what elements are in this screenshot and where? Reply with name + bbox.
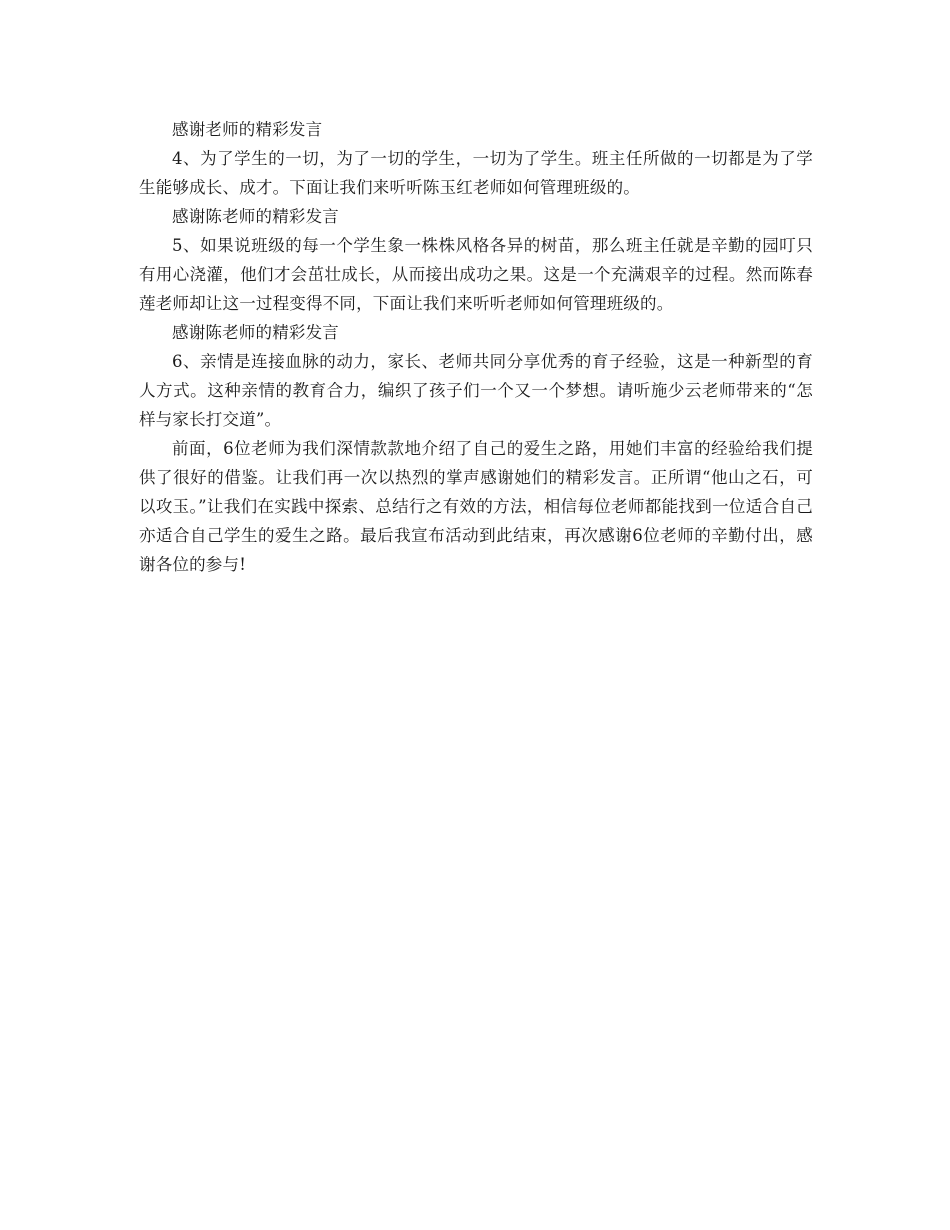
paragraph-item-6: 6、亲情是连接血脉的动力，家长、老师共同分享优秀的育子经验，这是一种新型的育人方式。这种亲情的教育合力，编织了孩子们一个又一个梦想。请听施少云老师带来的“怎样与家长打交道”。 — [139, 352, 813, 429]
paragraph-item-4: 4、为了学生的一切，为了一切的学生，一切为了学生。班主任所做的一切都是为了学生能够成长、成才。下面让我们来听听陈玉红老师如何管理班级的。 — [139, 149, 813, 197]
paragraph-thanks-2: 感谢陈老师的精彩发言 — [172, 207, 339, 226]
document-body — [139, 115, 813, 579]
paragraph-thanks-1: 感谢老师的精彩发言 — [172, 120, 323, 139]
paragraph-item-5: 5、如果说班级的每一个学生象一株株风格各异的树苗，那么班主任就是辛勤的园叮只有用心浇灌，他们才会茁壮成长，从而接出成功之果。这是一个充满艰辛的过程。然而陈春莲老师却让这一过程变得不同，下面让我们来听听老师如何管理班级的。 — [139, 236, 813, 313]
paragraph-closing: 前面，6位老师为我们深情款款地介绍了自己的爱生之路，用她们丰富的经验给我们提供了很好的借鉴。让我们再一次以热烈的掌声感谢她们的精彩发言。正所谓“他山之石，可以攻玉。”让我们在实践中探索、总结行之有效的方法，相信每位老师都能找到一位适合自己亦适合自己学生的爱生之路。最后我宣布活动到此结束，再次感谢6位老师的辛勤付出，感谢各位的参与! — [139, 439, 813, 574]
paragraph-thanks-3: 感谢陈老师的精彩发言 — [172, 323, 339, 342]
